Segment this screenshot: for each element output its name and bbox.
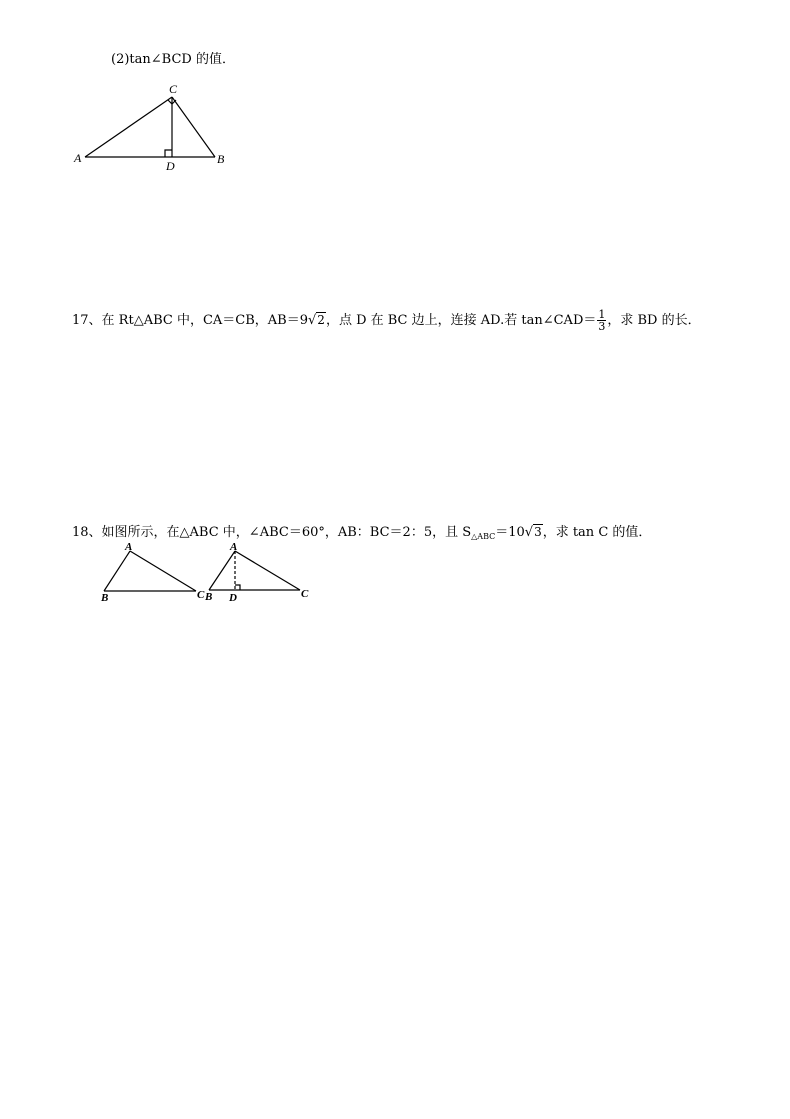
fig18b-label-C: C bbox=[301, 588, 309, 600]
q18-text3: ，求 tan C 的值． bbox=[542, 525, 652, 540]
q17-text2: ，点 D 在 BC 边上，连接 AD.若 tan∠CAD＝ bbox=[325, 313, 597, 328]
q17-text3: ，求 BD 的长． bbox=[607, 313, 701, 328]
q17-sqrt: √2 bbox=[308, 313, 325, 328]
q18-subscript: △ABC bbox=[471, 532, 496, 541]
q16-part2-text: (2)tan∠BCD 的值． bbox=[111, 52, 235, 67]
fig16-label-A: A bbox=[74, 151, 82, 165]
fig16-label-C: C bbox=[169, 82, 178, 96]
fig18b-label-A: A bbox=[230, 541, 238, 553]
fig18b-label-B: B bbox=[205, 591, 213, 603]
fig16-label-B: B bbox=[217, 152, 225, 166]
q17-frac-den: 3 bbox=[598, 320, 606, 333]
fig16-label-D: D bbox=[166, 159, 175, 173]
q17-triangle: △ bbox=[133, 312, 144, 327]
q17-sqrt-value: 2 bbox=[317, 313, 325, 327]
q18-text1: 18、如图所示，在△ABC 中，∠ABC＝60°，AB：BC＝2：5，且 S bbox=[72, 525, 472, 540]
q17-text1: ABC 中，CA＝CB，AB＝9 bbox=[143, 313, 308, 328]
fig18a-label-A: A bbox=[125, 541, 133, 553]
fig18a-label-C: C bbox=[197, 589, 205, 601]
fig18a-label-B: B bbox=[101, 592, 109, 604]
fig18b-label-D: D bbox=[229, 592, 237, 604]
q18-sqrt: √3 bbox=[524, 525, 542, 540]
q17-frac-num: 1 bbox=[598, 308, 606, 321]
q17-prefix: 17、在 Rt bbox=[72, 313, 134, 328]
q18-sqrt-value: 3 bbox=[534, 525, 542, 539]
q18-text2: ＝10 bbox=[495, 525, 525, 540]
